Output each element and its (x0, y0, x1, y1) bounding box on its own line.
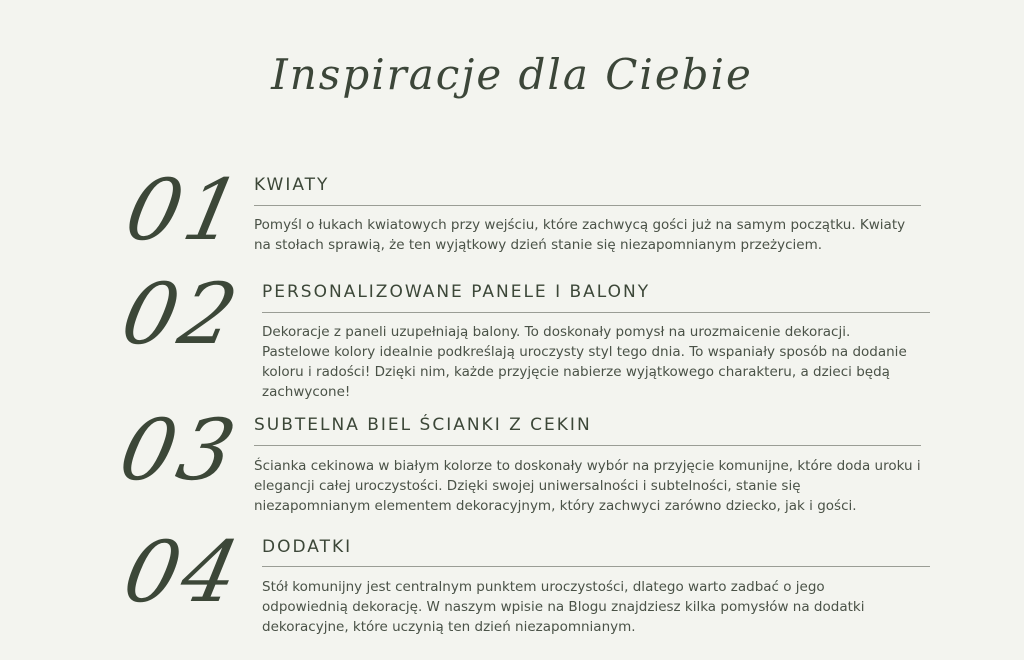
item-description: Dekoracje z paneli uzupełniają balony. To doskonały pomysł na urozmaicenie dekoracji. Pastelowe kolory idealnie podkreślają uroczysty styl tego dnia. To wspaniały sposób na dodanie koloru i radości! Dzięki nim, każde przyjęcie nabierze wyjątkowego charakteru, a dzieci będą zachwycone! (262, 324, 907, 400)
item-heading: SUBTELNA BIEL ŚCIANKI Z CEKIN (254, 415, 592, 435)
item-description: Pomyśl o łukach kwiatowych przy wejściu, które zachwycą gości już na samym początku. Kwiaty na stołach sprawią, że ten wyjątkowy dzień stanie się niezapomnianym przeżyciem. (254, 217, 906, 253)
item-description: Ścianka cekinowa w białym kolorze to doskonały wybór na przyjęcie komunijne, które doda uroku i elegancji całej uroczystości. Dzięki swojej uniwersalności i subtelności, stanie się niezapomnianym elementem dekoracyjnym, który zachwyci zarówno dziecko, jak i gości. (254, 458, 921, 514)
item-description: Stół komunijny jest centralnym punktem uroczystości, dlatego warto zadbać o jego odpowiednią dekorację. W naszym wpisie na Blogu znajdziesz kilka pomysłów na dodatki dekoracyjne, które uczynią ten dzień niezapomnianym. (262, 579, 865, 635)
item-divider (254, 445, 921, 446)
item-divider (262, 566, 930, 567)
item-heading: DODATKI (262, 537, 353, 557)
item-divider (254, 205, 921, 206)
page-title: Inspiracje dla Ciebie (271, 50, 753, 99)
item-number: 01 (117, 161, 254, 259)
item-number: 04 (115, 523, 252, 621)
item-number: 02 (113, 265, 250, 363)
item-heading: PERSONALIZOWANE PANELE I BALONY (262, 282, 651, 302)
item-number: 03 (111, 401, 248, 499)
item-heading: KWIATY (254, 175, 330, 195)
item-divider (262, 312, 930, 313)
